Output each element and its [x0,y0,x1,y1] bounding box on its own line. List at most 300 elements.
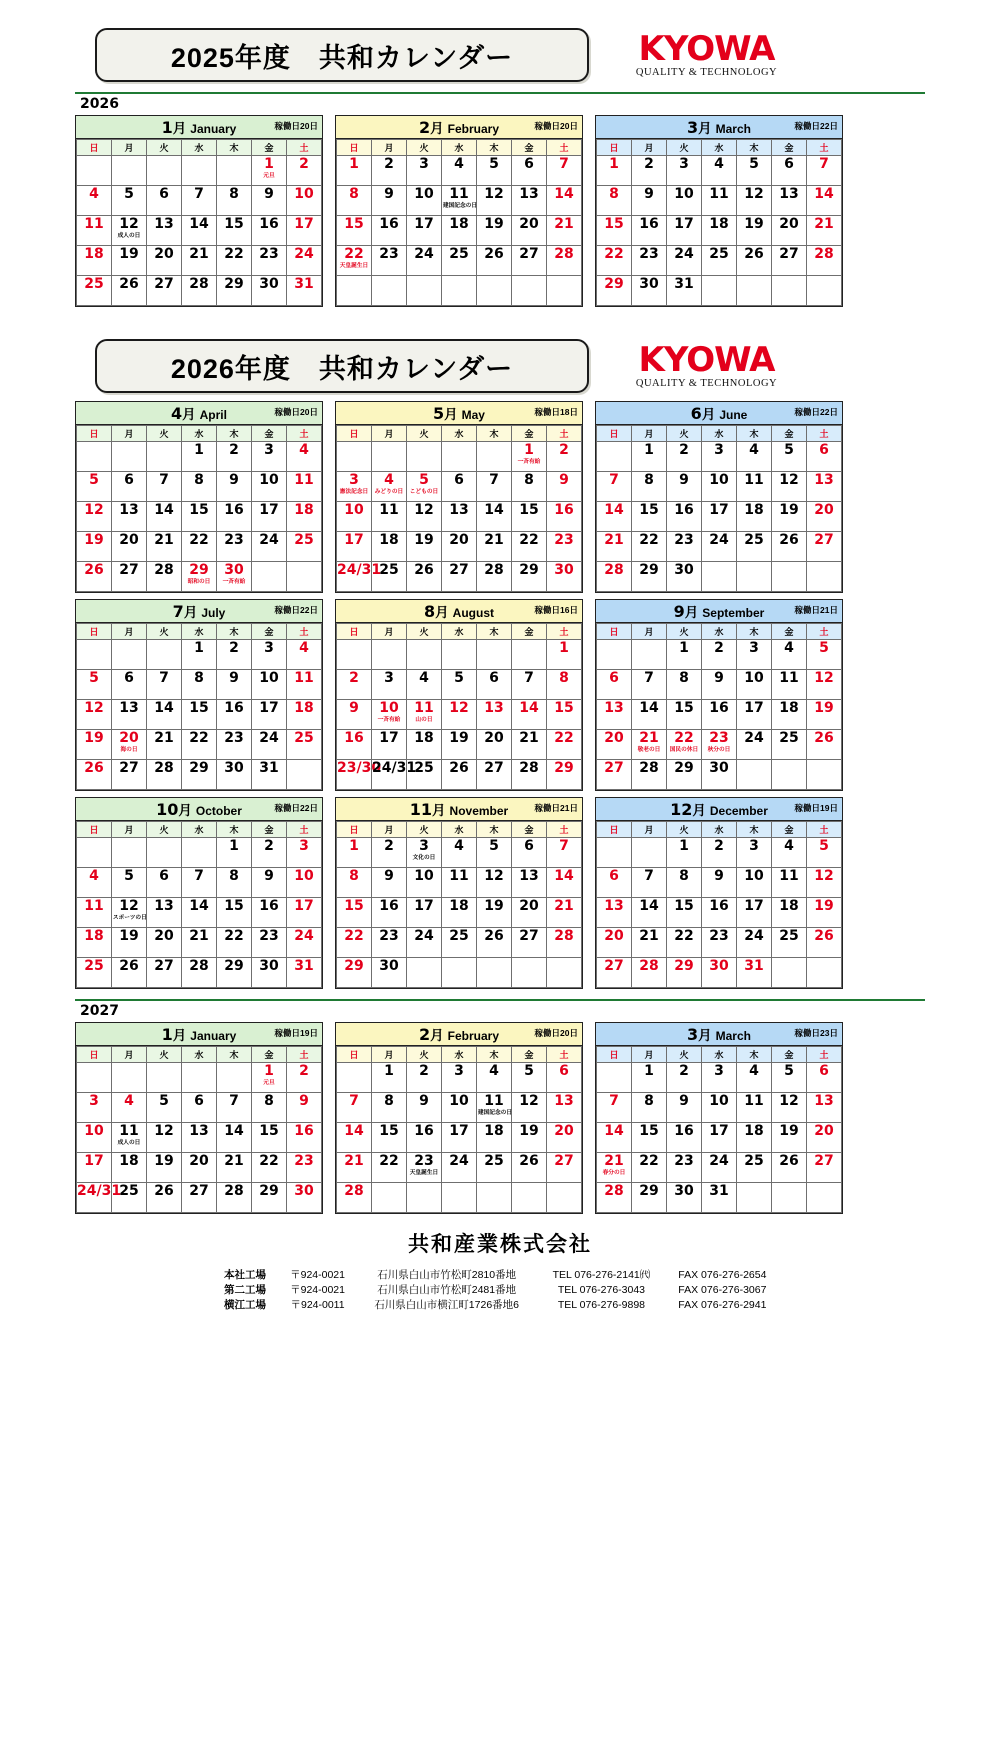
day-cell: 26 [407,562,442,592]
day-cell [807,276,842,306]
month-header [596,402,842,425]
day-cell: 8 [252,1093,287,1123]
address-fax: FAX 076-276-2654 [678,1269,767,1281]
day-cell: 27 [547,1153,582,1183]
day-cell: 28 [182,958,217,988]
working-days-label: 稼働日16日 [534,605,578,615]
day-cell: 8 [217,186,252,216]
day-cell: 16 [702,898,737,928]
day-cell: 29 昭和の日 [182,562,217,592]
day-cell: 20 [182,1153,217,1183]
day-cell: 5 [77,472,112,502]
weekday-header: 日 [597,624,632,640]
month-title: 2月 February [419,118,499,137]
month-header [336,600,582,623]
day-cell: 21 [217,1153,252,1183]
day-cell: 17 [442,1123,477,1153]
week-row [77,186,322,216]
day-cell: 19 [77,532,112,562]
day-cell: 23 [667,532,702,562]
day-cell: 1 [667,838,702,868]
weekday-header: 金 [512,140,547,156]
day-cell: 14 [147,700,182,730]
week-row [597,1063,842,1093]
day-cell: 1 [182,640,217,670]
day-cell: 19 [477,898,512,928]
day-cell: 11 [287,472,322,502]
day-cell [217,156,252,186]
day-cell: 11 [702,186,737,216]
week-row [77,730,322,760]
day-cell [512,276,547,306]
day-cell: 1 [337,838,372,868]
day-cell: 25 [372,562,407,592]
day-cell: 13 [772,186,807,216]
day-cell: 30 [287,1183,322,1213]
day-cell [512,640,547,670]
weekday-header: 水 [182,426,217,442]
weekday-header: 水 [702,822,737,838]
day-cell: 17 [287,216,322,246]
weekday-header: 木 [477,624,512,640]
day-cell [372,442,407,472]
weekday-header: 日 [337,1047,372,1063]
day-cell: 23 [287,1153,322,1183]
weekday-header: 金 [512,426,547,442]
day-cell: 31 [287,958,322,988]
address-tel: TEL 076-276-9898 [557,1299,646,1312]
month-card [75,401,323,593]
weekday-header: 土 [547,426,582,442]
weekday-header: 木 [217,624,252,640]
weekday-header: 金 [772,140,807,156]
day-cell [442,1183,477,1213]
day-cell: 1 [182,442,217,472]
day-cell: 14 [477,502,512,532]
week-row [337,1123,582,1153]
day-cell: 17 [372,730,407,760]
day-cell [632,838,667,868]
day-cell: 22 [182,730,217,760]
week-row [597,730,842,760]
day-cell: 27 [147,276,182,306]
day-cell: 15 [597,216,632,246]
weekday-header: 木 [217,822,252,838]
day-cell: 30 [547,562,582,592]
month-header [76,1023,322,1046]
day-cell: 24/31 [337,562,372,592]
day-cell: 30 [632,276,667,306]
weekday-header: 水 [702,624,737,640]
day-cell: 26 [477,928,512,958]
day-cell: 22 [632,532,667,562]
day-cell: 1 元旦 [252,1063,287,1093]
week-row [597,1093,842,1123]
day-cell: 11 成人の日 [112,1123,147,1153]
day-cell: 24 [737,730,772,760]
day-cell: 9 [632,186,667,216]
day-cell: 4 [737,442,772,472]
month-row [0,1022,1000,1214]
day-cell: 18 [77,246,112,276]
day-cell: 16 [217,700,252,730]
week-row [77,898,322,928]
weekday-header: 土 [807,624,842,640]
day-cell: 12 [147,1123,182,1153]
month-title: 4月 April [171,404,227,423]
day-cell: 13 [597,898,632,928]
holiday-note: 海の日 [120,746,138,753]
holiday-note: 一斉有給 [377,716,401,723]
day-cell: 22 国民の休日 [667,730,702,760]
weekday-header: 金 [252,822,287,838]
weekday-header: 金 [252,624,287,640]
address-adr: 石川県白山市横江町1726番地6 [374,1299,520,1312]
day-cell: 27 [112,760,147,790]
day-cell: 1 一斉有給 [512,442,547,472]
weekday-header: 水 [442,822,477,838]
day-cell: 4 みどりの日 [372,472,407,502]
day-cell: 27 [597,760,632,790]
day-cell: 20 [597,730,632,760]
day-cell [77,156,112,186]
week-row [597,276,842,306]
weekday-header: 月 [372,1047,407,1063]
address-adr: 石川県白山市竹松町2810番地 [377,1269,517,1281]
weekday-header: 火 [407,822,442,838]
calendar-rows-bottom [0,1022,1000,1214]
day-cell: 19 [112,928,147,958]
week-row [77,442,322,472]
weekday-header: 金 [772,1047,807,1063]
day-cell [772,276,807,306]
day-cell: 22 [217,928,252,958]
weekday-header: 火 [407,140,442,156]
weekday-header: 火 [667,822,702,838]
week-row [597,246,842,276]
day-cell [442,442,477,472]
week-row [597,442,842,472]
day-cell [77,442,112,472]
day-cell: 22 [252,1153,287,1183]
day-cell: 19 [772,1123,807,1153]
day-cell [337,276,372,306]
weekday-header: 木 [477,1047,512,1063]
working-days-label: 稼働日22日 [794,121,838,131]
address-tel: TEL 076-276-3043 [557,1284,646,1297]
weekday-header: 月 [372,426,407,442]
day-cell [337,640,372,670]
week-row [597,958,842,988]
day-cell [217,1063,252,1093]
week-row [597,532,842,562]
day-cell: 15 [667,700,702,730]
month-card [595,1022,843,1214]
day-cell [407,640,442,670]
day-cell: 4 [702,156,737,186]
day-cell: 15 [337,898,372,928]
week-row [77,1063,322,1093]
day-cell: 21 [547,898,582,928]
day-cell: 3 [252,640,287,670]
day-cell: 22 天皇誕生日 [337,246,372,276]
day-cell: 25 [702,246,737,276]
week-row [77,700,322,730]
day-cell: 21 [807,216,842,246]
week-row [597,928,842,958]
day-cell: 6 [477,670,512,700]
day-cell: 14 [632,700,667,730]
header-2025 [0,28,1000,82]
day-cell [407,1183,442,1213]
day-cell: 23 [252,246,287,276]
holiday-note: 元旦 [263,1079,275,1086]
day-cell: 4 [737,1063,772,1093]
weekday-header: 金 [772,624,807,640]
working-days-label: 稼働日22日 [274,605,318,615]
weekday-header: 水 [442,624,477,640]
weekday-header: 土 [287,822,322,838]
day-cell: 8 [217,868,252,898]
day-cell: 16 [287,1123,322,1153]
day-cell: 26 [807,928,842,958]
day-cell: 17 [252,502,287,532]
holiday-note: 秋分の日 [707,746,731,753]
day-cell: 23 [547,532,582,562]
day-cell: 10 [287,186,322,216]
day-cell: 15 [337,216,372,246]
day-cell: 19 [807,700,842,730]
day-cell: 18 [772,700,807,730]
holiday-note: みどりの日 [374,488,404,495]
day-cell: 28 [512,760,547,790]
weekday-header: 日 [77,1047,112,1063]
day-cell: 9 [252,186,287,216]
day-cell: 31 [667,276,702,306]
week-row [77,838,322,868]
day-cell: 13 [807,472,842,502]
month-title: 7月 July [172,602,226,621]
day-cell: 12 [737,186,772,216]
day-cell: 11 [737,1093,772,1123]
day-cell [112,156,147,186]
day-cell: 23 [217,532,252,562]
day-cell: 11 [442,868,477,898]
day-cell: 21 [182,246,217,276]
day-cell: 19 [807,898,842,928]
day-cell: 3 [442,1063,477,1093]
weekday-header: 月 [112,140,147,156]
day-cell: 2 [547,442,582,472]
day-cell: 5 [737,156,772,186]
day-cell: 26 [112,958,147,988]
day-cell: 28 [182,276,217,306]
working-days-label: 稼働日22日 [794,407,838,417]
weekday-header: 日 [337,140,372,156]
day-cell [807,958,842,988]
day-cell: 2 [372,838,407,868]
day-cell: 11 [772,868,807,898]
day-cell: 30 [702,760,737,790]
weekday-header: 火 [147,822,182,838]
day-cell: 9 [547,472,582,502]
day-cell: 21 [147,532,182,562]
day-cell [147,838,182,868]
day-cell: 28 [632,958,667,988]
holiday-note: 天皇誕生日 [409,1169,439,1176]
day-cell: 12 [77,502,112,532]
weekday-header: 月 [632,624,667,640]
day-cell: 5 [807,838,842,868]
holiday-note: スポーツの日 [112,914,147,921]
page-title-2026: 2026年度 共和カレンダー [170,353,514,384]
day-cell: 12 スポーツの日 [112,898,147,928]
day-cell: 13 [112,700,147,730]
day-cell: 26 [772,1153,807,1183]
day-cell: 20 [147,246,182,276]
day-cell: 8 [512,472,547,502]
day-cell: 3 [737,640,772,670]
day-cell: 19 [512,1123,547,1153]
day-cell: 3 文化の日 [407,838,442,868]
day-cell: 17 [667,216,702,246]
working-days-label: 稼働日22日 [274,803,318,813]
day-cell: 16 [252,898,287,928]
day-cell: 6 [442,472,477,502]
month-card [335,115,583,307]
day-cell: 10 [407,186,442,216]
month-grid [596,139,842,306]
week-row [77,246,322,276]
day-cell [597,1063,632,1093]
day-cell: 16 [632,216,667,246]
day-cell: 1 元旦 [252,156,287,186]
day-cell: 17 [287,898,322,928]
weekday-header: 月 [372,822,407,838]
day-cell [632,640,667,670]
day-cell: 18 [737,502,772,532]
weekday-header: 金 [772,426,807,442]
kyowa-logo-2 [619,339,794,390]
day-cell: 11 山の日 [407,700,442,730]
weekday-header: 火 [407,1047,442,1063]
day-cell [287,760,322,790]
day-cell [147,1063,182,1093]
day-cell: 29 [547,760,582,790]
weekday-header: 水 [442,140,477,156]
address-lbl: 本社工場 [224,1269,266,1281]
day-cell: 20 [772,216,807,246]
weekday-header: 木 [217,140,252,156]
day-cell: 25 [77,276,112,306]
holiday-note: 建国記念の日 [442,202,478,209]
day-cell: 3 [702,442,737,472]
day-cell: 12 [772,1093,807,1123]
day-cell: 27 [807,532,842,562]
year-marker-2026: 2026 [80,96,119,112]
day-cell: 26 [512,1153,547,1183]
day-cell: 5 [112,868,147,898]
day-cell: 24 [737,928,772,958]
week-row [337,502,582,532]
address-row [220,1298,780,1313]
day-cell: 17 [337,532,372,562]
day-cell: 1 [597,156,632,186]
day-cell: 23 [372,928,407,958]
day-cell: 22 [372,1153,407,1183]
week-row [337,216,582,246]
weekday-header: 火 [147,1047,182,1063]
day-cell: 14 [337,1123,372,1153]
day-cell: 29 [512,562,547,592]
holiday-note: 国民の休日 [669,746,699,753]
day-cell: 10 [337,502,372,532]
day-cell: 9 [702,670,737,700]
month-card [75,1022,323,1214]
day-cell [737,562,772,592]
logo-tagline-2: QUALITY & TECHNOLOGY [635,377,778,389]
week-row [597,760,842,790]
day-cell: 16 [407,1123,442,1153]
day-cell: 16 [667,1123,702,1153]
day-cell: 18 [737,1123,772,1153]
day-cell [477,276,512,306]
day-cell: 14 [632,898,667,928]
weekday-header: 金 [512,1047,547,1063]
day-cell: 31 [287,276,322,306]
day-cell: 17 [737,700,772,730]
day-cell: 8 [372,1093,407,1123]
day-cell: 10 一斉有給 [372,700,407,730]
day-cell: 13 [442,502,477,532]
day-cell [372,1183,407,1213]
day-cell: 15 [632,1123,667,1153]
day-cell: 16 [217,502,252,532]
day-cell [807,1183,842,1213]
day-cell [77,640,112,670]
day-cell: 8 [632,472,667,502]
day-cell: 27 [477,760,512,790]
day-cell: 11 建国記念の日 [477,1093,512,1123]
day-cell: 24 [287,246,322,276]
day-cell: 13 [147,216,182,246]
day-cell: 26 [112,276,147,306]
day-cell: 21 [632,928,667,958]
week-row [77,472,322,502]
day-cell: 23 [372,246,407,276]
week-row [337,640,582,670]
day-cell: 20 [147,928,182,958]
day-cell [372,640,407,670]
day-cell: 22 [182,532,217,562]
day-cell: 12 [512,1093,547,1123]
month-grid [336,623,582,790]
logo-tagline: QUALITY & TECHNOLOGY [635,66,778,78]
day-cell: 22 [512,532,547,562]
weekday-header: 木 [477,140,512,156]
day-cell: 25 [772,730,807,760]
day-cell: 21 [477,532,512,562]
day-cell: 24 [252,532,287,562]
week-row [597,640,842,670]
day-cell: 17 [252,700,287,730]
day-cell [807,562,842,592]
week-row [77,562,322,592]
weekday-header: 火 [667,426,702,442]
address-zip: 〒924-0021 [290,1284,345,1297]
day-cell: 10 [702,1093,737,1123]
weekday-header: 木 [737,822,772,838]
